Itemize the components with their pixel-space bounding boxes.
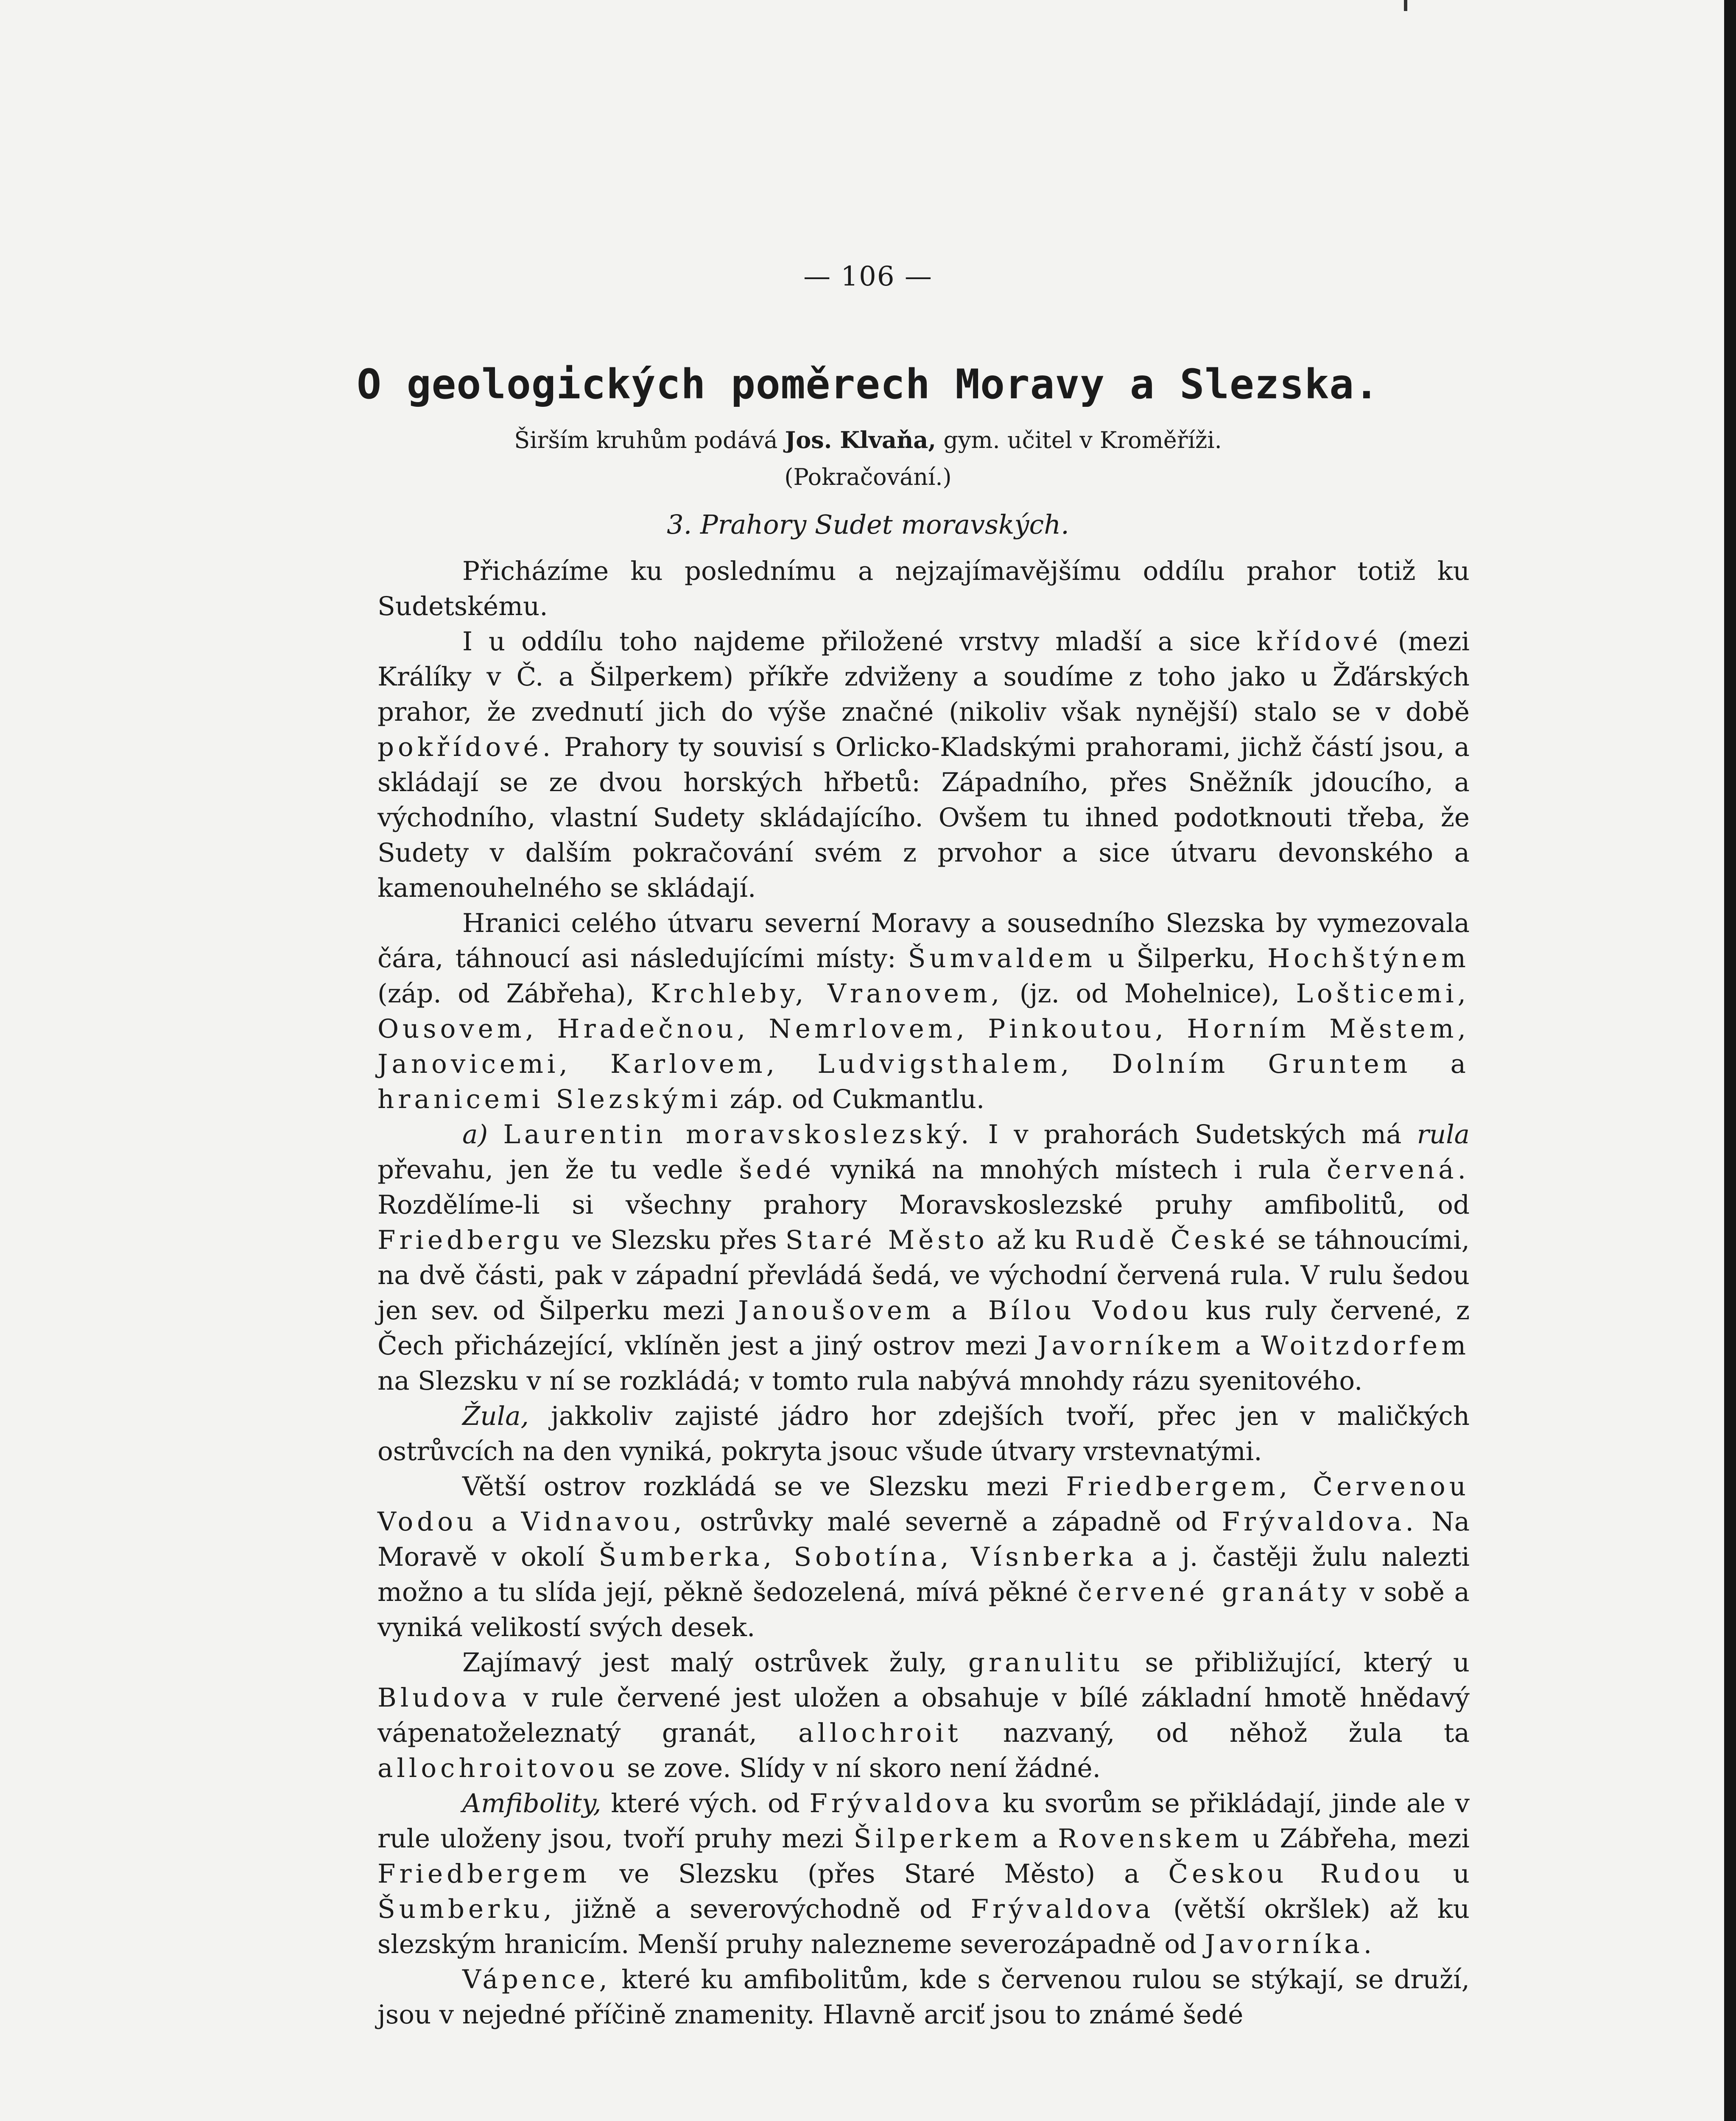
article-title: O geologických poměrech Moravy a Slezska.: [357, 361, 1379, 408]
text-span: a: [1235, 1331, 1251, 1361]
text-span: u Šilperku,: [1107, 943, 1256, 974]
text-span: se táhnoucími, na dvě části, pak v západní převládá šedá, ve východní červená rula. V rulu šedou jen sev. od Šilperku mezi: [377, 1225, 1470, 1326]
text-span: I u oddílu toho najdeme přiložené vrstvy mladší a sice: [462, 627, 1241, 657]
emphasis: Javorníkem: [1037, 1331, 1224, 1361]
emphasis: Frývaldova: [809, 1788, 993, 1819]
emphasis: Rovenskem: [1058, 1824, 1243, 1854]
emphasis: Woitzdorfem: [1261, 1331, 1470, 1361]
emphasis: Českou Rudou: [1168, 1859, 1424, 1889]
emphasis: Vidnavou,: [521, 1507, 686, 1537]
text-span: (mezi Králíky v Č. a Šilperkem) příkře zdviženy a soudíme z toho jako u Žďárských prahor, že zvednutí jich do výše značné (nikoliv však nynější) stalo se v době: [377, 627, 1470, 727]
text-span: a j. častěji žulu nalezti možno a tu slída její, pěkně šedozelená, mívá pěkné: [377, 1542, 1470, 1607]
italic-term: Žula,: [462, 1401, 529, 1431]
byline-author: Jos. Klvaňa,: [785, 426, 936, 453]
paragraph-8: [377, 1786, 1470, 1962]
page-number: — 106 —: [803, 261, 933, 292]
paragraph-1: Přicházíme ku poslednímu a nejzajímavějšímu oddílu prahor totiž ku Sudetskému.: [377, 556, 1470, 621]
emphasis: Friedbergu: [377, 1225, 564, 1255]
text-span: (větší okršlek) až ku slezským hranicím. Menší pruhy nalezneme severozápadně od: [377, 1894, 1470, 1959]
text-span: Prahory ty souvisí s Orlicko-Kladskými prahorami, jichž částí jsou, a skládají se ze dvou horských hřbetů: Západního, přes Sněžník jdoucího, a východního, vlastní Sudety skládajícího. Ovšem tu ihned podotknouti třeba, že Sudety v dalším pokračování svém z prvohor a sice útvaru devonského a kamenouhelného se skládají.: [377, 732, 1470, 903]
emphasis: Javorníka.: [1205, 1929, 1376, 1959]
emphasis: Vápence,: [462, 1964, 611, 1995]
text-span: ve Slezsku přes: [572, 1225, 777, 1255]
text-span: a: [491, 1507, 507, 1537]
text-span: u Zábřeha, mezi: [1252, 1824, 1470, 1854]
emphasis: červené granáty: [1077, 1577, 1350, 1607]
emphasis: Friedbergem: [377, 1859, 591, 1889]
text-span: Zajímavý jest malý ostrůvek žuly,: [462, 1648, 948, 1678]
byline: [0, 426, 1736, 453]
emphasis: allochroit: [798, 1718, 962, 1748]
italic-term: Amfibolity,: [462, 1788, 601, 1819]
text-span: se zove. Slídy v ní skoro není žádné.: [627, 1753, 1101, 1783]
emphasis: granulitu: [968, 1648, 1124, 1678]
emphasis: Šumberka, Sobotína, Vísnberka: [598, 1542, 1138, 1572]
byline-prefix: Širším kruhům podává: [514, 427, 778, 453]
text-span: jižně a severovýchodně od: [574, 1894, 952, 1924]
paragraph-4: [377, 1117, 1470, 1399]
emphasis: Staré Město: [785, 1225, 988, 1255]
text-span: jakkoliv zajisté jádro hor zdejších tvoří, přec jen v maličkých ostrůvcích na den vyniká, pokryta jsouc všude útvary vrstevnatými.: [377, 1401, 1470, 1466]
emphasis: Rudě České: [1075, 1225, 1269, 1255]
emphasis: Hochštýnem: [1267, 943, 1470, 974]
section-heading: 3. Prahory Sudet moravských.: [667, 509, 1069, 540]
text-span: až ku: [996, 1225, 1067, 1255]
text-span: v sobě a vyniká velikostí svých desek.: [377, 1577, 1470, 1643]
continued-note: (Pokračování.): [784, 464, 952, 490]
emphasis: Frývaldova.: [1222, 1507, 1417, 1537]
text-span: u: [1453, 1859, 1470, 1889]
text-span: ostrůvky malé severně a západně od: [700, 1507, 1208, 1537]
paragraph-9: [377, 1962, 1470, 2032]
paragraph-6: [377, 1469, 1470, 1645]
byline-suffix: gym. učitel v Kroměříži.: [943, 427, 1222, 453]
scan-speck: [1404, 0, 1407, 11]
text-span: ku svorům se přikládají, jinde ale v rule uloženy jsou, tvoří pruhy mezi: [377, 1788, 1470, 1854]
text-span: (jz. od Mohelnice),: [1019, 979, 1280, 1009]
paragraph-7: [377, 1645, 1470, 1786]
emphasis: Laurentin moravskoslezský.: [503, 1119, 973, 1150]
emphasis: křídové: [1256, 627, 1382, 657]
text-span: a: [1032, 1824, 1048, 1854]
emphasis: Krchleby, Vranovem,: [650, 979, 1004, 1009]
text-span: Hranici celého útvaru severní Moravy a sousedního Slezska by vymezovala čára, táhnoucí asi následujícími místy:: [377, 908, 1470, 974]
paragraph-3: [377, 906, 1470, 1117]
text-span: (záp. od Zábřeha),: [377, 979, 635, 1009]
emphasis: Janoušovem a Bílou Vodou: [738, 1296, 1192, 1326]
text-span: záp. od Cukmantlu.: [730, 1084, 985, 1114]
text-span: převahu, jen že tu vedle: [377, 1155, 723, 1185]
list-marker: a): [462, 1119, 488, 1150]
emphasis: Frývaldova: [970, 1894, 1155, 1924]
emphasis: červená.: [1327, 1155, 1470, 1185]
text-span: ve Slezsku (přes Staré Město) a: [619, 1859, 1140, 1889]
text-span: Rozdělíme-li si všechny prahory Moravskoslezské pruhy amfibolitů, od: [377, 1190, 1470, 1220]
text-span: v rule červené jest uložen a obsahuje v bílé základní hmotě hnědavý vápenatoželeznatý granát,: [377, 1683, 1470, 1748]
text-span: nazvaný, od něhož žula ta: [1003, 1718, 1470, 1748]
text-span: kus ruly červené, z Čech přicházející, vklíněn jest a jiný ostrov mezi: [377, 1296, 1470, 1361]
emphasis: Bludova: [377, 1683, 511, 1713]
emphasis: pokřídové.: [377, 732, 555, 762]
text-span: I v prahorách Sudetských má: [988, 1119, 1402, 1150]
article-body: [377, 554, 1470, 2032]
text-span: vyniká na mnohých místech i rula: [830, 1155, 1311, 1185]
text-span: Na Moravě v okolí: [377, 1507, 1470, 1572]
emphasis: allochroitovou: [377, 1753, 619, 1783]
italic-term: rula: [1417, 1119, 1470, 1150]
emphasis: Friedbergem, Červenou Vodou: [377, 1472, 1470, 1537]
scan-edge: [1724, 0, 1736, 2121]
text-span: které ku amfibolitům, kde s červenou rulou se stýkají, se druží, jsou v nejedné příčině znamenity. Hlavně arciť jsou to známé šedé: [377, 1964, 1470, 2030]
emphasis: Šilperkem: [853, 1824, 1022, 1854]
text-span: na Slezsku v ní se rozkládá; v tomto rula nabývá mnohdy rázu syenitového.: [377, 1366, 1363, 1396]
text-span: se přibližující, který u: [1145, 1648, 1470, 1678]
emphasis: šedé: [739, 1155, 815, 1185]
paragraph-5: [377, 1399, 1470, 1469]
emphasis: Šumvaldem: [908, 943, 1096, 974]
text-span: Větší ostrov rozkládá se ve Slezsku mezi: [462, 1472, 1048, 1502]
emphasis: Lošticemi, Ousovem, Hradečnou, Nemrlovem, Pinkoutou, Horním Městem, Janovicemi, Karlovem, Ludvigsthalem, Dolním Gruntem a hranicemi Slezskými: [377, 979, 1470, 1114]
paragraph-2: [377, 624, 1470, 906]
text-span: které vých. od: [611, 1788, 800, 1819]
emphasis: Šumberku,: [377, 1894, 556, 1924]
